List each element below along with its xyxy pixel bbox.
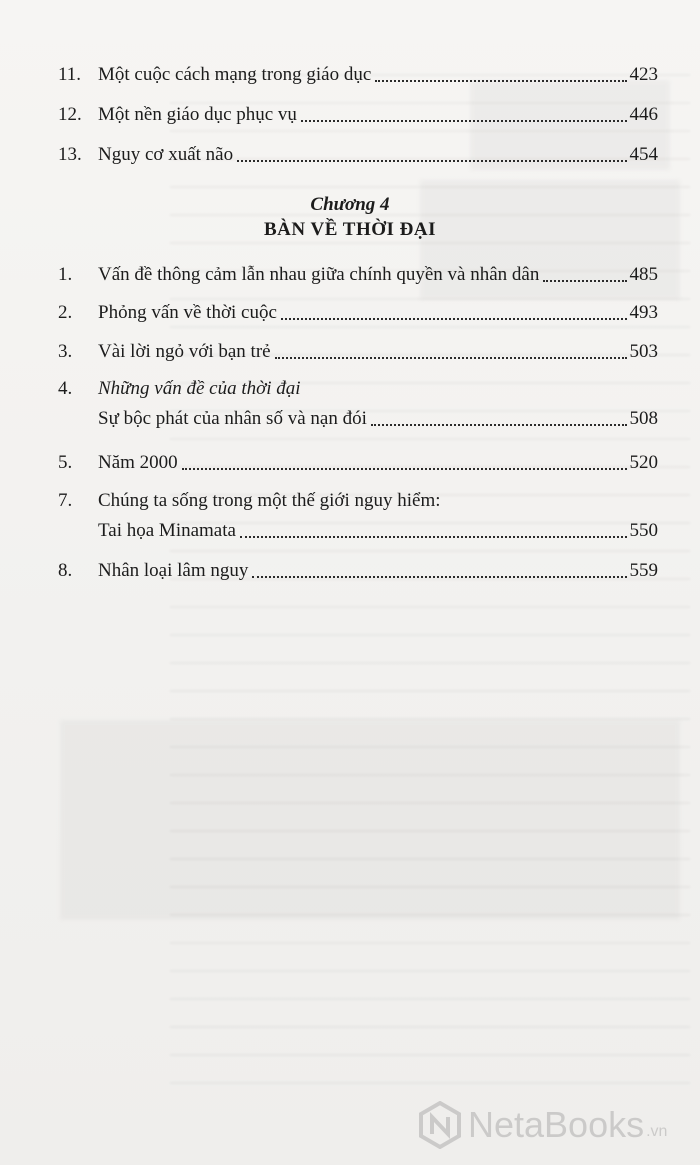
netabooks-logo-icon xyxy=(418,1101,462,1149)
toc-page: 503 xyxy=(629,341,658,362)
leader-dots xyxy=(375,78,626,82)
toc-title: Vài lời ngỏ với bạn trẻ xyxy=(98,341,271,362)
toc-title: Một cuộc cách mạng trong giáo dục xyxy=(98,64,372,85)
leader-dots xyxy=(240,534,627,538)
leader-dots xyxy=(252,574,626,578)
toc-entry xyxy=(58,302,658,324)
toc-title: Nhân loại lâm nguy xyxy=(98,560,249,581)
toc-number: 1. xyxy=(58,264,73,285)
toc-entry-heading xyxy=(58,490,658,512)
toc-number: 11. xyxy=(58,64,82,85)
toc-page: 454 xyxy=(629,144,658,165)
toc-page: 423 xyxy=(629,64,658,85)
toc-number: 8. xyxy=(58,560,73,581)
toc-title: Những vấn đề của thời đại xyxy=(98,378,301,399)
toc-entry xyxy=(58,341,658,363)
toc-entry-heading xyxy=(58,378,658,400)
toc-entry xyxy=(58,560,658,582)
leader-dots xyxy=(371,422,627,426)
chapter-title: BÀN VỀ THỜI ĐẠI xyxy=(263,219,437,240)
leader-dots xyxy=(237,158,626,162)
toc-entry xyxy=(58,264,658,286)
watermark xyxy=(418,1098,667,1152)
leader-dots xyxy=(281,316,627,320)
toc-number: 4. xyxy=(58,378,73,399)
toc-title: Năm 2000 xyxy=(98,452,178,473)
toc-entry xyxy=(58,144,658,166)
toc-entry xyxy=(98,408,658,430)
toc-number: 2. xyxy=(58,302,73,323)
show-through-block xyxy=(60,720,680,920)
watermark-suffix: .vn xyxy=(646,1123,668,1140)
toc-page: 485 xyxy=(629,264,658,285)
leader-dots xyxy=(301,118,627,122)
toc-title: Phỏng vấn về thời cuộc xyxy=(98,302,277,323)
toc-page: 508 xyxy=(629,408,658,429)
toc-title: Một nền giáo dục phục vụ xyxy=(98,104,297,125)
toc-page: 559 xyxy=(629,560,658,581)
leader-dots xyxy=(182,466,627,470)
toc-page: 520 xyxy=(629,452,658,473)
toc-number: 13. xyxy=(58,144,82,165)
toc-number: 5. xyxy=(58,452,73,473)
toc-entry xyxy=(98,520,658,542)
chapter-label: Chương 4 xyxy=(310,194,390,215)
toc-page: 446 xyxy=(629,104,658,125)
watermark-text: NetaBooks xyxy=(468,1104,645,1145)
toc-entry xyxy=(58,64,658,86)
toc-title: Chúng ta sống trong một thế giới nguy hiểm: xyxy=(98,490,441,511)
leader-dots xyxy=(275,355,627,359)
toc-subtitle: Sự bộc phát của nhân số và nạn đói xyxy=(98,408,367,429)
toc-title: Vấn đề thông cảm lẫn nhau giữa chính quyền và nhân dân xyxy=(98,264,540,285)
toc-page: 550 xyxy=(629,520,658,541)
toc-entry xyxy=(58,452,658,474)
leader-dots xyxy=(543,278,626,282)
toc-number: 3. xyxy=(58,341,73,362)
toc-number: 7. xyxy=(58,490,73,511)
toc-entry xyxy=(58,104,658,126)
toc-number: 12. xyxy=(58,104,82,125)
toc-subtitle: Tai họa Minamata xyxy=(98,520,236,541)
toc-title: Nguy cơ xuất não xyxy=(98,144,234,165)
toc-page: 493 xyxy=(629,302,658,323)
